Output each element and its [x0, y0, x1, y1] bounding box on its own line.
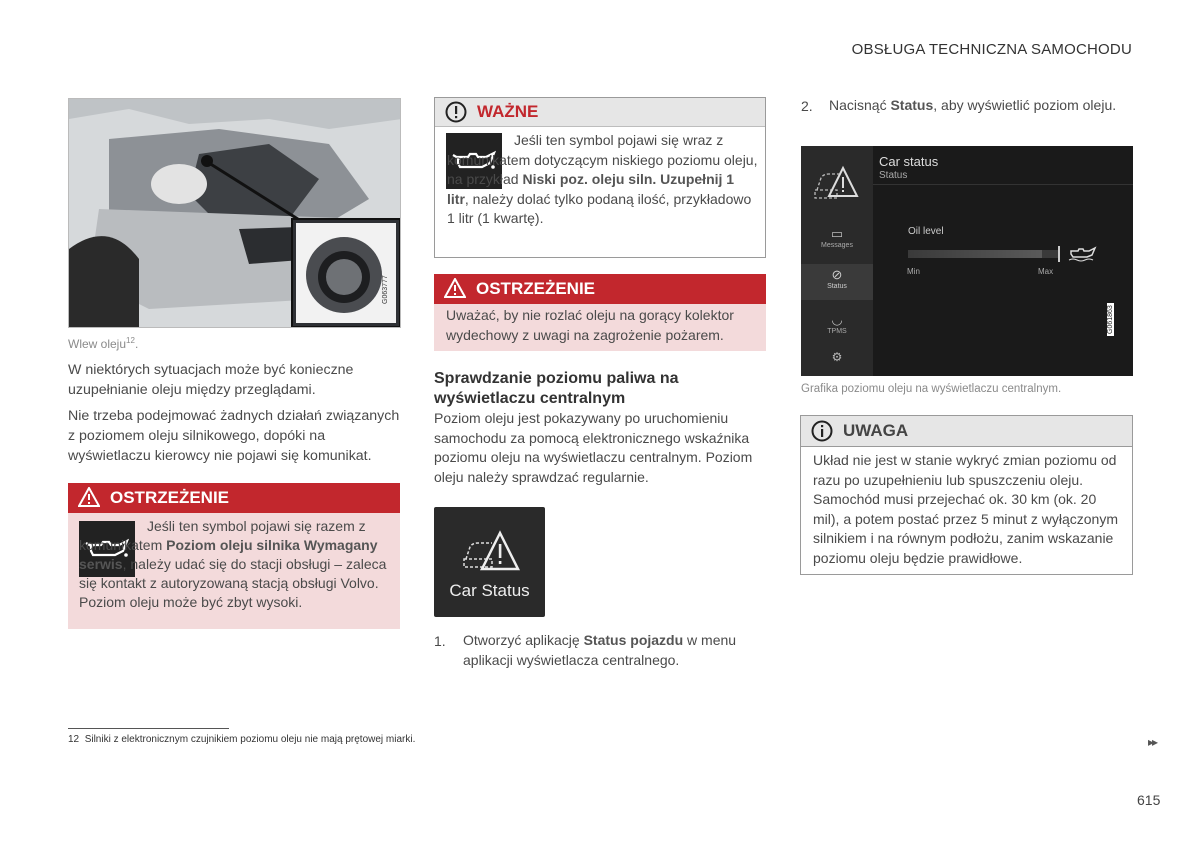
warning-text-b: , należy udać się do stacji obsługi – zaleca się kontakt z autoryzowaną stacją obsługi Volvo. Poziom oleju może być zbyt wysoki. — [79, 556, 387, 610]
warning-message-name: Poziom oleju silnika Wymagany serwis — [79, 537, 378, 572]
note-header — [801, 416, 1132, 447]
footnote-text: Silniki z elektronicznym czujnikiem poziomu oleju nie mają prętowej miarki. — [84, 734, 416, 745]
paragraph-refill: W niektórych sytuacjach może być konieczne uzupełnianie oleju między przeglądami. — [68, 362, 354, 398]
warning-fire-header — [434, 274, 766, 304]
step-2-text-a: Nacisnąć — [829, 97, 891, 113]
photo-caption-text: Wlew oleju — [68, 337, 127, 351]
warning-text-a: Jeśli ten symbol pojawi się razem z komunikatem — [79, 518, 366, 553]
sidebar-item-messages[interactable] — [801, 226, 873, 249]
step-2-text — [829, 96, 1129, 116]
photo-code: G063777 — [382, 275, 389, 304]
oil-level-gauge-fill — [908, 250, 1042, 258]
sidebar-tpms-label: TPMS — [827, 328, 847, 335]
center-display-screenshot — [801, 146, 1133, 376]
car-status-tile-label: Car Status — [449, 581, 530, 600]
warning-service-text — [79, 517, 389, 612]
footnote-number: 12 — [68, 734, 80, 745]
warning-fire-text: Uważać, by nie rozlać oleju na gorący kolektor wydechowy z uwagi na zagrożenie pożarem. — [434, 304, 766, 351]
status-icon: ⊘ — [831, 267, 843, 282]
oil-level-max-marker — [1058, 246, 1060, 262]
warning-triangle-icon — [444, 278, 466, 300]
oil-level-label: Oil level — [908, 226, 944, 237]
note-title: UWAGA — [843, 421, 909, 440]
sidebar-messages-label: Messages — [821, 242, 853, 249]
warning-service-box — [68, 483, 400, 629]
engine-bay-photo — [68, 98, 401, 328]
warning-fire-box — [434, 274, 766, 351]
sidebar-car-warning-icon[interactable] — [801, 146, 873, 218]
gauge-max-label: Max — [1038, 267, 1054, 276]
screen-subtitle: Status — [879, 170, 908, 181]
step-1-text — [463, 631, 763, 670]
photo-caption: Wlew oleju$^{12}$. — [68, 336, 139, 351]
engine-bay-illustration — [69, 99, 401, 328]
warning-header — [68, 483, 400, 513]
screen-title: Car status — [879, 154, 939, 169]
important-title: WAŻNE — [477, 102, 539, 121]
sidebar-item-status[interactable] — [801, 264, 873, 300]
oil-level-gauge — [908, 250, 1060, 258]
sidebar-status-label: Status — [827, 283, 847, 290]
step-2-number: 2. — [801, 98, 813, 114]
warning-title: OSTRZEŻENIE — [110, 488, 230, 507]
step-2-button-name: Status — [890, 97, 934, 113]
sidebar-item-tpms[interactable] — [801, 312, 873, 335]
next-page-arrows-icon[interactable]: ▸▸ — [1148, 735, 1157, 749]
car-status-app-tile[interactable] — [434, 507, 545, 617]
step-2-text-b: , aby wyświetlić poziom oleju. — [933, 97, 1117, 113]
footnote-ref[interactable]: 12 — [126, 336, 135, 345]
important-body — [435, 127, 765, 257]
footnote — [68, 734, 415, 745]
screen-divider — [873, 184, 1133, 185]
important-header — [435, 98, 765, 127]
screen-caption: Grafika poziomu oleju na wyświetlaczu centralnym. — [801, 383, 1062, 395]
step-1-text-a: Otworzyć aplikację — [463, 632, 584, 648]
step-1-number: 1. — [434, 633, 446, 649]
screen-image-code: G061863 — [1107, 305, 1114, 334]
car-warning-icon — [462, 529, 520, 573]
important-text-b: , należy dolać tylko podaną ilość, przykładowo 1 litr (1 kwartę). — [447, 190, 752, 226]
section-subheading: Sprawdzanie poziomu paliwa na wyświetlaczu centralnym — [434, 370, 679, 407]
important-message-name: Niski poz. oleju siln. Uzupełnij 1 litr — [447, 171, 735, 207]
page-number: 615 — [1137, 792, 1161, 808]
note-box — [800, 415, 1133, 575]
tpms-icon: ◡ — [831, 312, 843, 327]
note-text: Układ nie jest w stanie wykryć zmian poziomu od razu po uzupełnieniu lub spuszczeniu oleju. Samochód musi przejechać ok. 30 km (ok. 20 mil), a potem postać przez 5 minut z wyłączonym silnikiem i na równym podłożu, zanim wskazanie poziomu oleju będzie prawidłowe. — [813, 452, 1118, 566]
wrench-icon[interactable]: ⚙ — [831, 350, 843, 364]
exclamation-circle-icon — [445, 101, 467, 123]
step-1-app-name: Status pojazdu — [583, 632, 684, 648]
important-text-a: Jeśli ten symbol pojawi się wraz z komunikatem dotyczącym niskiego poziomu oleju, na przykład — [447, 132, 758, 187]
messages-icon: ▭ — [830, 226, 844, 241]
oil-can-icon — [1067, 244, 1097, 262]
step-1-text-b: w menu aplikacji wyświetlacza centralnego. — [463, 632, 737, 668]
warning-body — [68, 513, 400, 629]
warning-triangle-icon — [78, 487, 100, 509]
page-header-title: OBSŁUGA TECHNICZNA SAMOCHODU — [851, 41, 1132, 58]
warning-fire-title: OSTRZEŻENIE — [476, 279, 596, 298]
important-text — [447, 131, 759, 229]
footnote-divider — [68, 728, 229, 729]
info-icon — [811, 420, 833, 442]
gauge-min-label: Min — [907, 267, 920, 276]
paragraph-no-action: Nie trzeba podejmować żadnych działań związanych z poziomem oleju silnikowego, dopóki na wyświetlaczu kierowcy nie pojawi się komunikat. — [68, 408, 400, 464]
paragraph-oil-display: Poziom oleju jest pokazywany po uruchomieniu samochodu za pomocą elektronicznego wskaźnika poziomu oleju na wyświetlaczu centralnym. Poziom oleju należy sprawdzać regularnie. — [434, 410, 753, 485]
important-box — [434, 97, 766, 258]
